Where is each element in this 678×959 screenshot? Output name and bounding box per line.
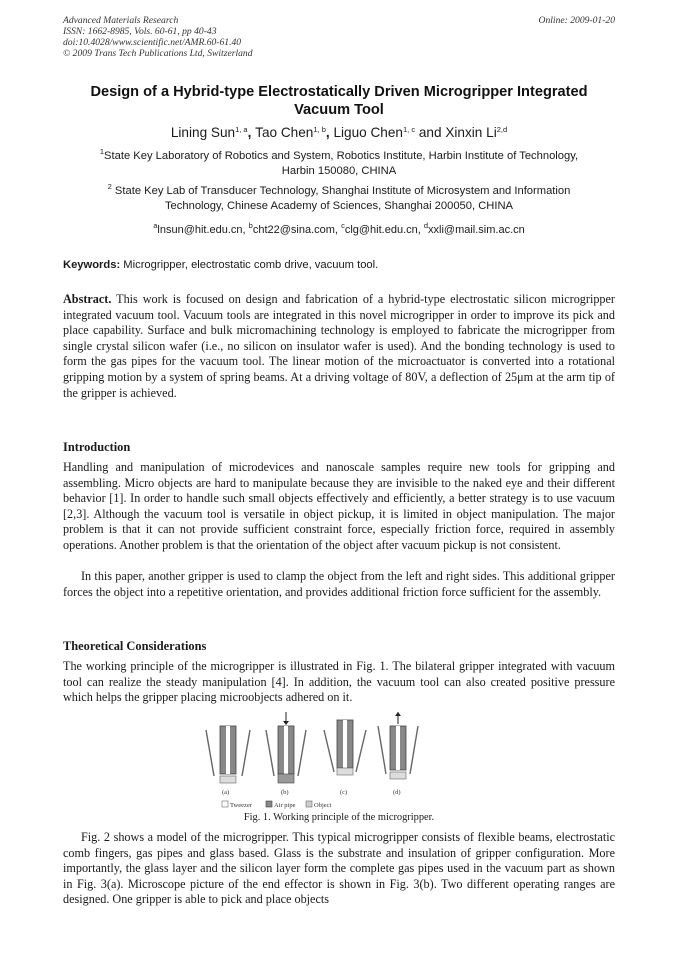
author-name: Xinxin Li xyxy=(445,125,497,140)
author-affil-sup: 2,d xyxy=(496,125,508,134)
author-list xyxy=(40,124,638,142)
panel-label: (d) xyxy=(393,789,401,796)
panel-label: (a) xyxy=(222,789,230,796)
panel-c xyxy=(324,720,366,796)
email-sup: c xyxy=(341,221,345,230)
email-address: clg@hit.edu.cn, xyxy=(344,224,424,236)
affiliation-number: 2 xyxy=(107,182,112,191)
figure-legend xyxy=(222,801,332,809)
email-address: cht22@sina.com, xyxy=(252,224,342,236)
author-name: Liguo Chen xyxy=(333,125,403,140)
author-affil-sup: 1, a xyxy=(235,125,248,134)
journal-copyright: © 2009 Trans Tech Publications Ltd, Switzerland xyxy=(63,48,253,59)
theory-paragraph-1: The working principle of the microgripper is illustrated in Fig. 1. The bilateral gripper integrated with vacuum tool can realize the steady manipulation [4]. In addition, the vacuum tool can also created positive pressure which helps the gripper placing microobjects adhered on it. xyxy=(63,659,615,705)
title-line-2: Vacuum Tool xyxy=(294,102,384,118)
affiliation-line: Technology, Chinese Academy of Sciences, Shanghai 200050, CHINA xyxy=(164,200,514,212)
affiliation-1 xyxy=(60,149,618,179)
journal-issn: ISSN: 1662-8985, Vols. 60-61, pp 40-43 xyxy=(63,26,217,37)
legend-label: Tweezer xyxy=(230,802,252,809)
fig2-paragraph: Fig. 2 shows a model of the microgripper. This typical microgripper consists of flexible beams, electrostatic comb fingers, gas pipes and glass based. Glass is the substrate and insulation of gripper configuration. More importantly, the glass layer and the silicon layer form the complete gas pipes used in the vacuum part as shown in Fig. 3(a). Microscope picture of the end effector is shown in Fig. 3(b). Two different operating ranges are designed. One gripper is able to pick and place objects xyxy=(63,830,615,907)
abstract xyxy=(63,292,615,401)
figure-1-diagram xyxy=(200,712,440,812)
online-date: Online: 2009-01-20 xyxy=(538,15,615,26)
introduction-paragraph-2: In this paper, another gripper is used to clamp the object from the left and right sides. This additional gripper forces the object into a repetitive orientation, and provides additional friction force sufficient for the assembly. xyxy=(63,569,615,599)
author-separator: , xyxy=(247,125,256,140)
abstract-label: Abstract. xyxy=(63,292,112,306)
affiliation-2 xyxy=(60,184,618,214)
paper-title xyxy=(40,83,638,119)
theory-heading: Theoretical Considerations xyxy=(63,639,207,653)
journal-doi: doi:10.4028/www.scientific.net/AMR.60-61.40 xyxy=(63,37,242,48)
introduction-heading: Introduction xyxy=(63,440,131,454)
email-sup: a xyxy=(153,221,158,230)
legend-label: Object xyxy=(314,802,332,809)
email-address: xxli@mail.sim.ac.cn xyxy=(428,224,525,236)
author-affil-sup: 1, b xyxy=(313,125,326,134)
author-affil-sup: 1, c xyxy=(403,125,416,134)
keywords-text: Microgripper, electrostatic comb drive, vacuum tool. xyxy=(120,259,379,271)
panel-label: (c) xyxy=(340,789,348,796)
panel-a xyxy=(206,726,250,796)
journal-header xyxy=(63,15,253,59)
affiliation-line: State Key Lab of Transducer Technology, Shanghai Institute of Microsystem and Information xyxy=(111,185,571,197)
author-name: Tao Chen xyxy=(255,125,314,140)
panel-label: (b) xyxy=(281,789,289,796)
introduction-paragraph-1: Handling and manipulation of microdevices and nanoscale samples require new tools for gripping and assembling. Micro objects are hard to manipulate because they are invisible to the naked eye and their different behavior [1]. In order to handle such small objects effectively and efficiently, a better strategy is to use vacuum [2,3]. Although the vacuum tool is versatile in object pickup, it is limited in object manipulation. The major problem is that it can not provide sufficient constraint force, especially friction force, required in assembly operations. Another problem is that the orientation of the object after vacuum pickup is not consistent. xyxy=(63,460,615,552)
keywords xyxy=(63,258,615,272)
legend-label: Air pipe xyxy=(274,802,296,809)
affiliation-line: State Key Laboratory of Robotics and System, Robotics Institute, Harbin Institute of Technology, xyxy=(104,150,579,162)
email-sup: b xyxy=(248,221,253,230)
panel-b xyxy=(266,712,306,796)
author-separator: , xyxy=(325,125,334,140)
email-address: lnsun@hit.edu.cn, xyxy=(157,224,249,236)
author-name: Lining Sun xyxy=(170,125,236,140)
abstract-text: This work is focused on design and fabrication of a hybrid-type electrostatic silicon microgripper integrated vacuum tool. Vacuum tools are integrated in this novel microgripper in order to improve its pick and place capability. Surface and bulk micromachining technology is employed to fabricate the microgripper from single crystal silicon wafer (i.e., no silicon on insulator wafer is used). And the bonding technology is used to form the gas pipes for the vacuum tool. The linear motion of the microactuator is converted into a rotational gripping motion by a system of spring beams. At a driving voltage of 80V, a deflection of 25μm at the arm tip of the gripper is achieved. xyxy=(63,292,615,400)
title-line-1: Design of a Hybrid-type Electrostatically Driven Microgripper Integrated xyxy=(90,84,588,100)
keywords-label: Keywords: xyxy=(63,259,121,271)
email-list xyxy=(40,223,638,237)
figure-1-caption: Fig. 1. Working principle of the microgripper. xyxy=(243,812,435,823)
author-separator: and xyxy=(415,125,446,140)
affiliation-number: 1 xyxy=(99,147,105,156)
journal-name: Advanced Materials Research xyxy=(63,15,179,26)
email-sup: d xyxy=(423,221,429,230)
panel-d xyxy=(378,712,418,796)
affiliation-line: Harbin 150080, CHINA xyxy=(281,165,397,177)
